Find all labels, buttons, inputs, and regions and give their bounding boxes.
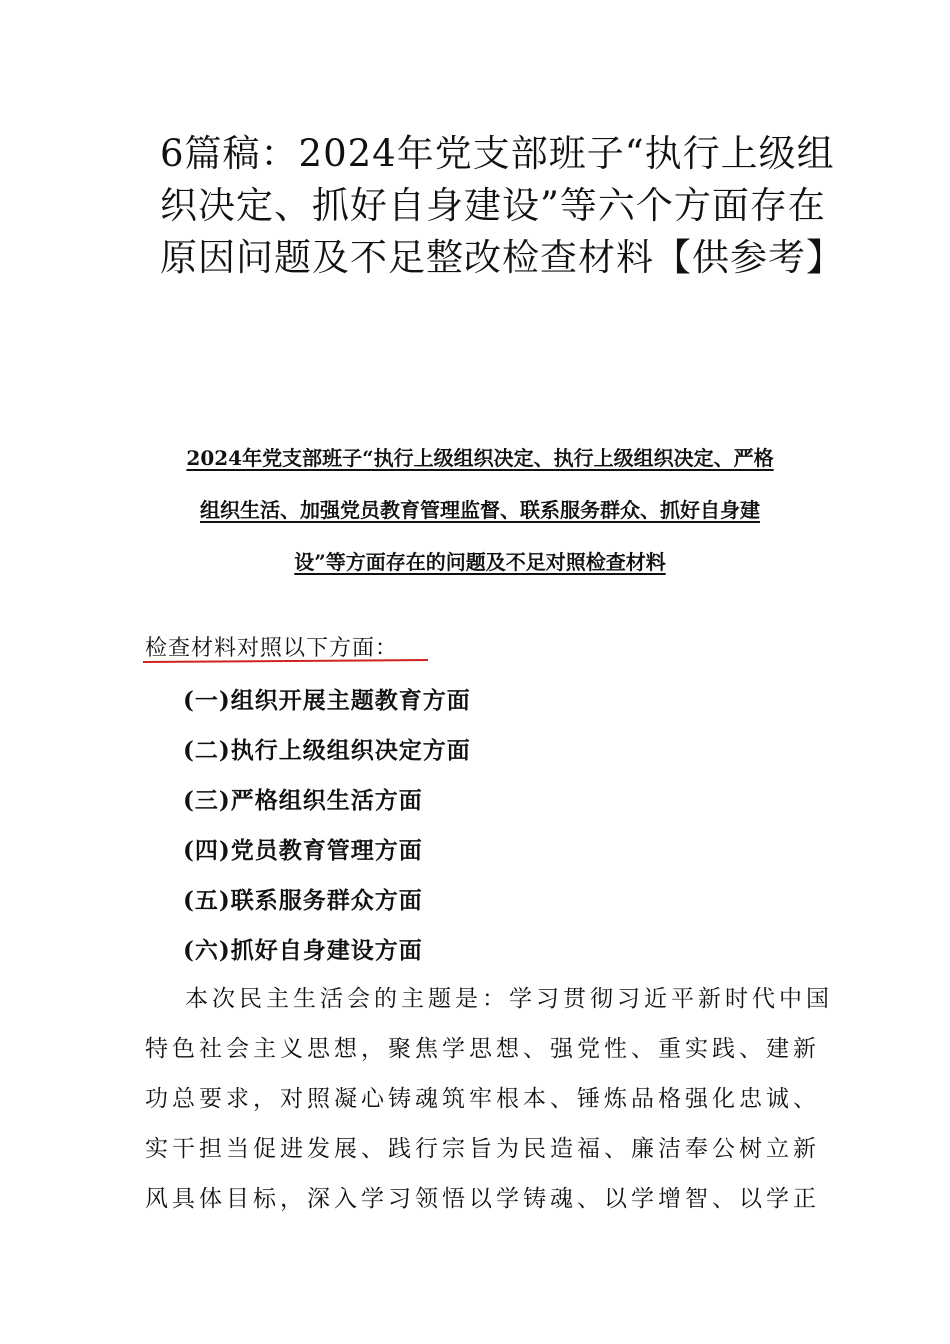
body-line: 风具体目标，深入学习领悟以学铸魂、以学增智、以学正 xyxy=(145,1186,820,1212)
document-title xyxy=(160,128,844,284)
list-item: (三)严格组织生活方面 xyxy=(183,787,423,814)
subtitle-text: 组织生活、加强党员教育管理监督、联系服务群众、抓好自身建 xyxy=(200,498,760,522)
document-subtitle xyxy=(140,432,820,588)
intro-text: 检查材料对照以下方面： xyxy=(145,636,399,661)
subtitle-line xyxy=(140,536,820,588)
list-item: (五)联系服务群众方面 xyxy=(183,887,423,914)
body-line: 特色社会主义思想，聚焦学思想、强党性、重实践、建新 xyxy=(145,1036,820,1062)
body-line: 实干担当促进发展、践行宗旨为民造福、廉洁奉公树立新 xyxy=(145,1136,820,1162)
subtitle-line xyxy=(140,484,820,536)
list-item: (一)组织开展主题教育方面 xyxy=(183,687,471,714)
title-line: 织决定、抓好自身建设”等六个方面存在 xyxy=(160,184,826,227)
aspects-list xyxy=(183,676,471,976)
list-item: (四)党员教育管理方面 xyxy=(183,837,423,864)
subtitle-text: 2024年党支部班子“执行上级组织决定、执行上级组织决定、严格 xyxy=(186,446,774,470)
subtitle-line xyxy=(140,432,820,484)
body-line: 功总要求，对照凝心铸魂筑牢根本、锤炼品格强化忠诚、 xyxy=(145,1086,820,1112)
list-item: (六)抓好自身建设方面 xyxy=(183,937,423,964)
body-line: 本次民主生活会的主题是：学习贯彻习近平新时代中国 xyxy=(185,986,833,1012)
subtitle-text: 设”等方面存在的问题及不足对照检查材料 xyxy=(294,550,666,574)
title-line: 6篇稿：2024年党支部班子“执行上级组 xyxy=(160,132,835,175)
body-paragraph xyxy=(145,974,833,1224)
list-item: (二)执行上级组织决定方面 xyxy=(183,737,471,764)
title-line: 原因问题及不足整改检查材料【供参考】 xyxy=(160,236,844,279)
